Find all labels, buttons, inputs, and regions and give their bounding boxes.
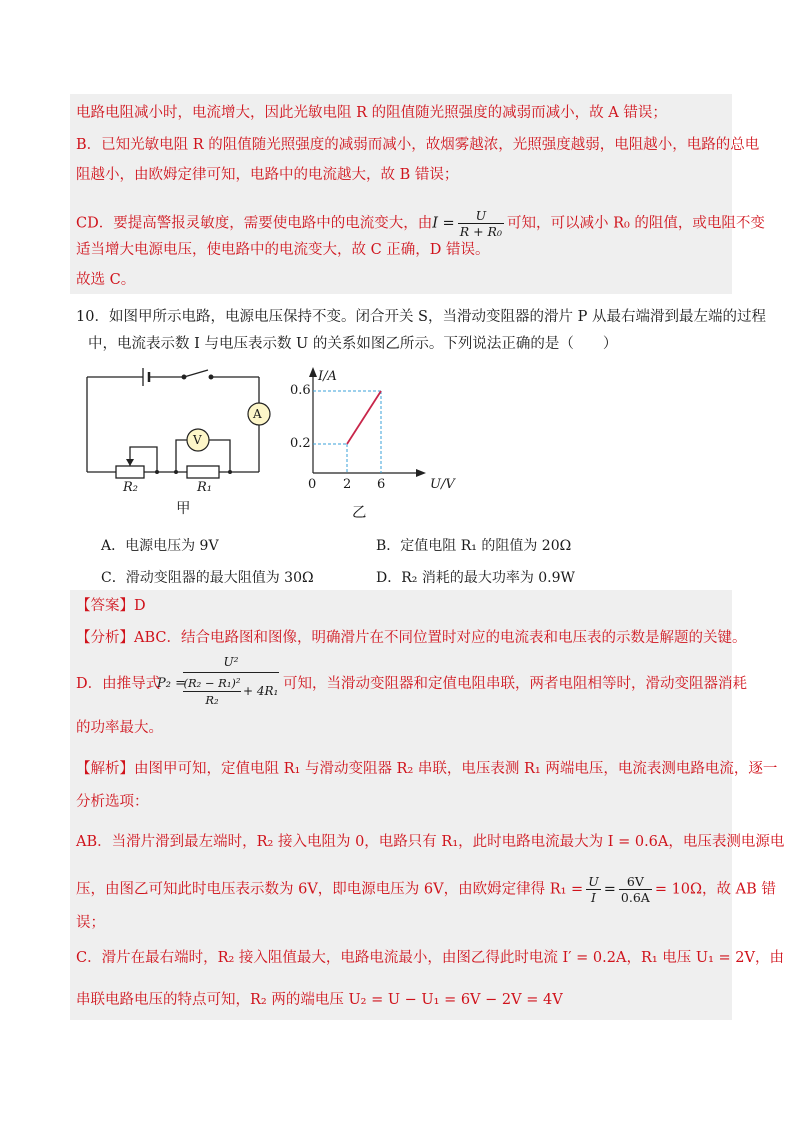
d-line-text-b: 可知，当滑动变阻器和定值电阻串联，两者电阻相等时，滑动变阻器消耗 xyxy=(283,676,747,692)
switch-blade xyxy=(184,370,208,377)
ab-fraction-values-den: 0.6A xyxy=(620,890,650,905)
solution-line-4-text-b: 可知，可以减小 R₀ 的阻值，或电阻不变 xyxy=(506,215,765,232)
ab-fraction-values xyxy=(619,874,652,905)
graph-caption: 乙 xyxy=(352,505,367,521)
solve-line-1: 【解析】由图甲可知，定值电阻 R₁ 与滑动变阻器 R₂ 串联，电压表测 R₁ 两端电压，电流表测电路电流，逐一 xyxy=(76,761,778,777)
d-line-text-a: D．由推导式 xyxy=(76,676,161,692)
ab-fraction-values-num: 6V xyxy=(619,874,652,890)
y-tick-02: 0.2 xyxy=(290,436,311,451)
power-formula-inner-denominator: R₂ xyxy=(205,693,219,707)
solution-line-4 xyxy=(76,208,765,239)
solution-line-2: B．已知光敏电阻 R 的阻值随光照强度的减弱而减小，故烟雾越浓，光照强度越弱，电阻越小，电路的总电 xyxy=(76,137,760,153)
ammeter-label: A xyxy=(253,407,262,421)
d-derivation-line xyxy=(76,674,160,694)
c-line-2: 串联电路电压的特点可知，R₂ 两的端电压 U₂ = U − U₁ = 6V − 2V = 4V xyxy=(76,992,563,1008)
iu-graph xyxy=(290,365,460,485)
voltmeter-label: V xyxy=(193,433,202,447)
r2-label: R₂ xyxy=(123,480,138,495)
ab-line-2 xyxy=(76,874,776,905)
ab-line-3: 误； xyxy=(76,915,105,931)
solution-line-6: 故选 C。 xyxy=(76,272,136,288)
solution-line-1: 电路电阻减小时，电流增大，因此光敏电阻 R 的阻值随光照强度的减弱而减小，故 A 错误； xyxy=(76,105,667,121)
ab-line-2-text-b: = 10Ω，故 AB 错 xyxy=(654,881,776,898)
power-formula-lhs: P₂ = xyxy=(157,676,186,691)
d-line-text-c: 的功率最大。 xyxy=(76,720,163,736)
option-a: A．电源电压为 9V xyxy=(101,538,219,554)
r1-label: R₁ xyxy=(197,480,212,495)
formula-current-denominator: R + R₀ xyxy=(459,224,502,239)
ab-fraction-ui-den: I xyxy=(591,890,596,905)
y-axis-label: I/A xyxy=(318,369,337,384)
x-tick-2: 2 xyxy=(343,477,352,492)
ab-equals: = xyxy=(603,881,616,898)
ab-line-2-text-a: 压，由图乙可知此时电压表示数为 6V，即电源电压为 6V，由欧姆定律得 R₁ = xyxy=(76,881,584,898)
solution-block-top xyxy=(70,94,732,294)
option-d: D．R₂ 消耗的最大功率为 0.9W xyxy=(376,570,575,586)
option-b: B．定值电阻 R₁ 的阻值为 20Ω xyxy=(376,538,572,554)
ab-fraction-ui xyxy=(586,874,601,905)
circuit-caption: 甲 xyxy=(176,501,191,517)
ab-fraction-ui-num: U xyxy=(588,874,599,889)
power-formula-bar xyxy=(183,672,279,673)
analysis-line: 【分析】ABC．结合电路图和图像，明确滑片在不同位置时对应的电流表和电压表的示数是解题的关键。 xyxy=(76,630,747,646)
question-line-2: 中，电流表示数 I 与电压表示数 U 的关系如图乙所示。下列说法正确的是（ ） xyxy=(88,336,618,352)
resistor-r1 xyxy=(187,466,219,478)
formula-current-lhs: I = xyxy=(432,215,455,232)
y-tick-06: 0.6 xyxy=(290,383,311,398)
iu-data-line xyxy=(347,391,381,444)
rheostat-r2 xyxy=(116,466,144,478)
solve-line-2: 分析选项： xyxy=(76,794,149,810)
solution-line-3: 阻越小，由欧姆定律可知，电路中的电流越大，故 B 错误； xyxy=(76,167,459,183)
solution-line-4-text-a: CD．要提高警报灵敏度，需要使电路中的电流变大，由 xyxy=(76,215,433,232)
x-tick-0: 0 xyxy=(308,477,317,492)
x-tick-6: 6 xyxy=(377,477,386,492)
c-line-1: C．滑片在最右端时，R₂ 接入阻值最大，电路电流最小，由图乙得此时电流 I′ = 0.2A，R₁ 电压 U₁ = 2V，由 xyxy=(76,950,785,966)
power-formula-numerator: U² xyxy=(223,655,239,669)
ab-line-1: AB．当滑片滑到最左端时，R₂ 接入电阻为 0，电路只有 R₁，此时电路电流最大为 I = 0.6A，电压表测电源电 xyxy=(76,834,785,850)
solution-line-5: 适当增大电源电压，使电路中的电流变大，故 C 正确，D 错误。 xyxy=(76,242,490,258)
x-axis-label: U/V xyxy=(430,477,455,492)
option-c: C．滑动变阻器的最大阻值为 30Ω xyxy=(101,570,314,586)
power-formula-inner-numerator: (R₂ − R₁)² xyxy=(183,676,241,690)
circuit-diagram xyxy=(80,365,280,510)
question-line-1: 10．如图甲所示电路，电源电压保持不变。闭合开关 S，当滑动变阻器的滑片 P 从最右端滑到最左端的过程 xyxy=(76,309,766,325)
formula-current-fraction xyxy=(458,208,504,239)
formula-current-numerator: U xyxy=(458,208,504,224)
power-formula-tail: + 4R₁ xyxy=(243,684,279,698)
answer-line: 【答案】D xyxy=(76,598,146,614)
